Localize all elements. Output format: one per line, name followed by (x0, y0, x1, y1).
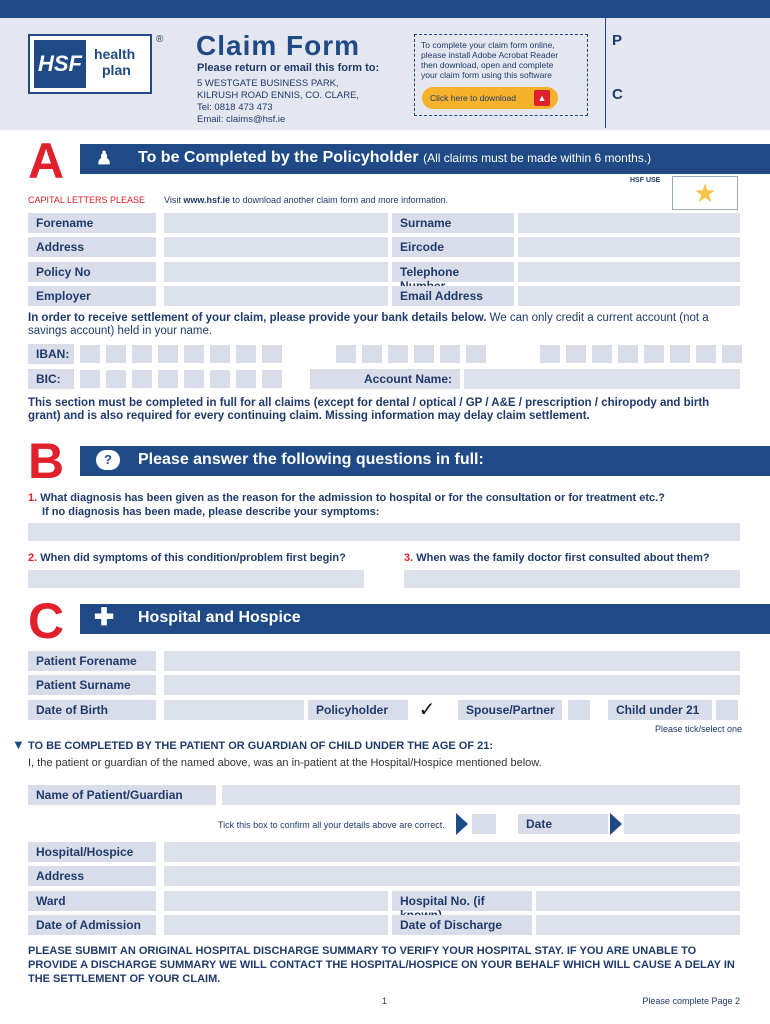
address-phone: Tel: 0818 473 473 (197, 102, 273, 113)
account-name-label: Account Name: (310, 369, 460, 389)
address-label: Address (28, 237, 156, 257)
top-strip (0, 0, 770, 18)
char-box[interactable] (210, 345, 230, 363)
section-a-bar (80, 144, 770, 174)
q2-number: 2. (28, 552, 38, 564)
char-box[interactable] (566, 345, 586, 363)
side-p-label: P (612, 32, 623, 49)
spouse-label: Spouse/Partner (458, 700, 562, 720)
q1-sub: If no diagnosis has been made, please describe your symptoms: (42, 506, 380, 518)
char-box[interactable] (362, 345, 382, 363)
admission-input[interactable] (164, 915, 388, 935)
char-box[interactable] (184, 370, 204, 388)
char-box[interactable] (618, 345, 638, 363)
employer-label: Employer (28, 286, 156, 306)
char-box[interactable] (210, 370, 230, 388)
online-note-line-4: your claim form using this software (421, 70, 552, 80)
section-b-title: Please answer the following questions in full: (138, 451, 484, 468)
question-icon: ? (96, 450, 120, 470)
char-box[interactable] (106, 345, 126, 363)
logo-plan: plan (102, 62, 131, 78)
char-box[interactable] (80, 370, 100, 388)
online-note-line-1: To complete your claim form online, (421, 40, 555, 50)
date-input[interactable] (624, 814, 740, 834)
date-label: Date (518, 814, 608, 834)
diagnosis-input[interactable] (28, 523, 740, 541)
char-box[interactable] (132, 370, 152, 388)
char-box[interactable] (336, 345, 356, 363)
question-3 (404, 552, 710, 564)
child-label: Child under 21 (608, 700, 712, 720)
section-c-title: Hospital and Hospice (138, 609, 301, 626)
page-number: 1 (382, 996, 388, 1006)
q2-text: When did symptoms of this condition/problem first begin? (40, 552, 346, 564)
char-box[interactable] (540, 345, 560, 363)
visit-link[interactable]: www.hsf.ie (183, 195, 231, 205)
email-label: Email Address (392, 286, 514, 306)
q3-text: When was the family doctor first consulted about them? (416, 552, 710, 564)
guardian-name-label: Name of Patient/Guardian (28, 785, 216, 805)
hospital-input[interactable] (164, 842, 740, 862)
star-icon: ★ (693, 178, 717, 208)
char-box[interactable] (592, 345, 612, 363)
policyholder-checkbox[interactable]: ✓ (414, 700, 440, 720)
char-box[interactable] (184, 345, 204, 363)
ward-input[interactable] (164, 891, 388, 911)
patient-forename-input[interactable] (164, 651, 740, 671)
visit-note (164, 195, 448, 205)
online-note-line-2: please install Adobe Acrobat Reader (421, 50, 559, 60)
address-email: Email: claims@hsf.ie (197, 114, 286, 125)
side-c-label: C (612, 86, 623, 103)
char-box[interactable] (262, 345, 282, 363)
employer-input[interactable] (164, 286, 388, 306)
bic-label: BIC: (28, 369, 74, 389)
char-box[interactable] (644, 345, 664, 363)
question-2 (28, 552, 346, 564)
page-title: Claim Form (196, 30, 361, 61)
char-box[interactable] (158, 345, 178, 363)
char-box[interactable] (466, 345, 486, 363)
char-box[interactable] (158, 370, 178, 388)
char-box[interactable] (262, 370, 282, 388)
address-input[interactable] (164, 237, 388, 257)
surname-label: Surname (392, 213, 514, 233)
char-box[interactable] (414, 345, 434, 363)
return-address (197, 78, 359, 126)
visit-suffix: to download another claim form and more information. (230, 195, 449, 205)
account-name-input[interactable] (464, 369, 740, 389)
logo-hsf-block: HSF (34, 40, 86, 88)
section-c-letter: C (28, 593, 65, 649)
char-box[interactable] (236, 370, 256, 388)
person-icon: ♟ (96, 148, 113, 168)
continuing-note: This section must be completed in full for all claims (except for dental / optical / GP / A&E / prescription / chiropody and birth grant) and is also required for every continuing claim. Missing information may delay claim settlement. (28, 397, 710, 422)
eircode-label: Eircode (392, 237, 514, 257)
char-box[interactable] (670, 345, 690, 363)
child-checkbox[interactable] (716, 700, 738, 720)
policy-no-label: Policy No (28, 262, 156, 282)
char-box[interactable] (388, 345, 408, 363)
bank-instructions (28, 312, 740, 338)
doctor-consulted-input[interactable] (404, 570, 740, 588)
patient-surname-label: Patient Surname (28, 675, 156, 695)
forename-input[interactable] (164, 213, 388, 233)
char-box[interactable] (106, 370, 126, 388)
download-label: Click here to download (430, 93, 516, 103)
guardian-name-input[interactable] (222, 785, 740, 805)
guardian-heading (12, 737, 493, 752)
surname-input[interactable] (518, 213, 740, 233)
discharge-input[interactable] (536, 915, 740, 935)
discharge-warning: PLEASE SUBMIT AN ORIGINAL HOSPITAL DISCHARGE SUMMARY TO VERIFY YOUR HOSPITAL STAY. IF YOU ARE UNABLE TO PROVIDE A DISCHARGE SUMMARY WE WILL CONTACT THE HOSPITAL/HOSPICE ON YOUR BEHALF WHICH WILL CAUSE A DELAY IN THE SETTLEMENT OF YOUR CLAIM. (28, 945, 735, 985)
char-box[interactable] (132, 345, 152, 363)
telephone-label: Telephone (392, 262, 514, 282)
tick-note: Please tick/select one (654, 724, 742, 734)
guardian-statement: I, the patient or guardian of the named above, was an in-patient at the Hospital/Hospice mentioned below. (28, 757, 542, 769)
patient-surname-input[interactable] (164, 675, 740, 695)
visit-prefix: Visit (164, 195, 184, 205)
eircode-input[interactable] (518, 237, 740, 257)
q1-text: What diagnosis has been given as the reason for the admission to hospital or for the consultation or for treatment etc.? (40, 492, 665, 504)
logo-registered: ® (156, 34, 164, 45)
hospital-address-label: Address (28, 866, 156, 886)
hospital-address-input[interactable] (164, 866, 740, 886)
pdf-icon: ▲ (534, 90, 550, 106)
hospital-no-label: Hospital No. (if (392, 891, 532, 911)
download-button[interactable] (422, 87, 558, 109)
confirm-checkbox[interactable] (472, 814, 496, 834)
section-a-letter: A (28, 133, 65, 189)
admission-label: Date of Admission (28, 915, 156, 935)
side-divider (605, 18, 606, 128)
hsf-use-label: HSF USE (630, 177, 661, 184)
dob-input[interactable] (164, 700, 304, 720)
forename-label: Forename (28, 213, 156, 233)
telephone-input[interactable] (518, 262, 740, 282)
ward-label: Ward (28, 891, 156, 911)
bank-instructions-bold: In order to receive settlement of your claim, please provide your bank details below. (28, 312, 487, 324)
char-box[interactable] (696, 345, 716, 363)
bank-instructions-rest: We can only credit a current account (not a savings account) held in your name. (28, 312, 709, 337)
hospital-no-input[interactable] (536, 891, 740, 911)
hsf-use-box (672, 176, 738, 210)
section-b-bar (80, 446, 770, 476)
discharge-label: Date of Discharge (392, 915, 532, 935)
address-line-2: KILRUSH ROAD ENNIS, CO. CLARE, (197, 90, 360, 101)
next-page-note: Please complete Page 2 (642, 996, 740, 1006)
online-note-line-3: then download, open and complete (421, 60, 554, 70)
char-box[interactable] (440, 345, 460, 363)
triangle-down-icon: ▼ (12, 737, 25, 752)
policy-no-input[interactable] (164, 262, 388, 282)
symptoms-start-input[interactable] (28, 570, 364, 588)
char-box[interactable] (236, 345, 256, 363)
q1-number: 1. (28, 492, 38, 504)
q3-number: 3. (404, 552, 414, 564)
logo-health: health (94, 46, 136, 62)
spouse-checkbox[interactable] (568, 700, 590, 720)
iban-label: IBAN: (28, 344, 74, 364)
section-b-letter: B (28, 433, 65, 489)
patient-forename-label: Patient Forename (28, 651, 156, 671)
char-box[interactable] (722, 345, 742, 363)
char-box[interactable] (80, 345, 100, 363)
hospital-label: Hospital/Hospice (28, 842, 156, 862)
email-input[interactable] (518, 286, 740, 306)
return-text: Please return or email this form to: (197, 62, 380, 74)
capital-letters-note: CAPITAL LETTERS PLEASE (28, 195, 146, 205)
policyholder-label: Policyholder (308, 700, 408, 720)
dob-label: Date of Birth (28, 700, 156, 720)
hsf-logo (28, 34, 152, 94)
arrow-right-icon (456, 813, 468, 835)
address-line-1: 5 WESTGATE BUSINESS PARK, (197, 78, 339, 89)
section-a-note: (All claims must be made within 6 months.) (423, 151, 652, 165)
question-1 (28, 491, 740, 519)
guardian-heading-text: TO BE COMPLETED BY THE PATIENT OR GUARDIAN OF CHILD UNDER THE AGE OF 21: (27, 740, 494, 752)
section-c-bar (80, 604, 770, 634)
date-arrow-icon (610, 813, 622, 835)
cross-icon: ✚ (94, 604, 115, 631)
confirm-tick-note: Tick this box to confirm all your details above are correct. (218, 820, 445, 830)
section-a-title: To be Completed by the Policyholder (138, 149, 419, 166)
